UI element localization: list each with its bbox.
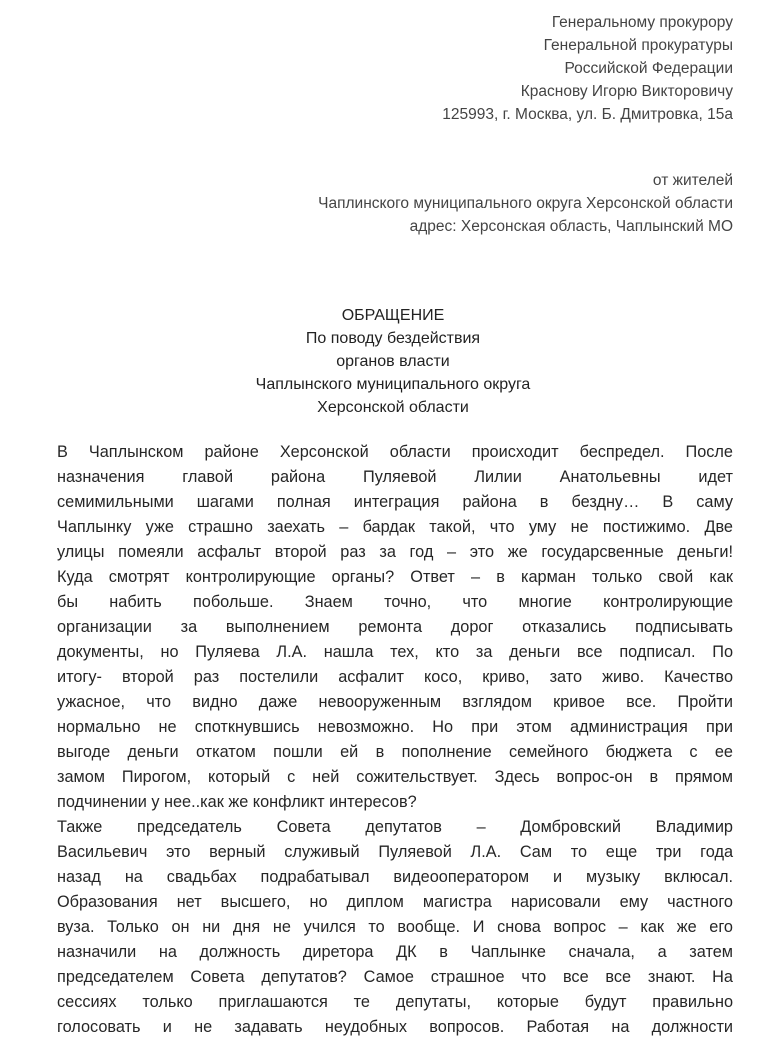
sender-line: адрес: Херсонская область, Чаплынский МО [409,218,733,235]
addressee-line: 125993, г. Москва, ул. Б. Дмитровка, 15а [442,106,733,123]
body-text-line: Чаплынку уже страшно заехать – бардак такой, что уму не постижимо. Две [57,518,733,536]
body-text-line: председателем Совета депутатов? Самое страшное что все все знают. На [57,968,733,986]
title-line: ОБРАЩЕНИЕ [341,307,445,324]
sender-block [318,169,733,238]
body-text-line: бы набить побольше. Знаем точно, что многие контролирующие [57,593,733,611]
document-title [0,304,782,419]
body-text-line: голосовать и не задавать неудобных вопросов. Работая на должности [57,1018,733,1036]
title-line: Чаплынского муниципального округа [255,376,531,393]
body-text-line: Васильевич это верный служивый Пуляевой Л.А. Сам то еще три года [57,843,733,861]
addressee-line: Генеральной прокуратуры [543,37,733,54]
body-text-line: документы, но Пуляева Л.А. нашла тех, кто за деньги все подписал. По [57,643,733,661]
body-text-line: выгоде деньги откатом пошли ей в пополнение семейного бюджета с ее [57,743,733,761]
body-text-line: семимильными шагами полная интеграция района в бездну… В саму [57,493,733,511]
body-text-line: Куда смотрят контролирующие органы? Ответ – в карман только свой как [57,568,733,586]
body-text-line: В Чаплынском районе Херсонской области происходит беспредел. После [57,443,733,461]
sender-line: Чаплинского муниципального округа Херсонской области [318,195,733,212]
body-text-line: улицы помеяли асфальт второй раз за год – это же государсвенные деньги! [57,543,733,561]
title-line: Херсонской области [317,399,469,416]
addressee-line: Генеральному прокурору [551,14,733,31]
body-text-line: вуза. Только он ни дня не учился то вообще. И снова вопрос – как же его [57,918,733,936]
document-body [57,440,733,1040]
title-line: органов власти [336,353,450,370]
body-text-line: Также председатель Совета депутатов – Домбровский Владимир [57,818,733,836]
addressee-block [442,11,733,126]
addressee-line: Российской Федерации [564,60,733,77]
body-text-line: замом Пирогом, который с ней сожительствует. Здесь вопрос-он в прямом [57,768,733,786]
body-text-line: Образования нет высшего, но диплом магистра нарисовали ему частного [57,893,733,911]
title-line: По поводу бездействия [305,330,481,347]
body-text-line: ужасное, что видно даже невооруженным взглядом кривое все. Пройти [57,693,733,711]
body-text-line: назад на свадьбах подрабатывал видеооператором и музыку вклюсал. [57,868,733,886]
addressee-line: Краснову Игорю Викторовичу [520,83,733,100]
body-text-line: назначили на должность диретора ДК в Чаплынке сначала, а затем [57,943,733,961]
sender-line: от жителей [652,172,733,189]
body-text-line: назначения главой района Пуляевой Лилии Анатольевны идет [57,468,733,486]
body-text-line: итогу- второй раз постелили асфалит косо, криво, зато живо. Качество [57,668,733,686]
body-text-line: организации за выполнением ремонта дорог отказались подписывать [57,618,733,636]
body-text-line: нормально не споткнувшись невозможно. Но при этом администрация при [57,718,733,736]
body-text-line: подчинении у нее..как же конфликт интересов? [57,793,417,811]
body-text-line: сессиях только приглашаются те депутаты, которые будут правильно [57,993,733,1011]
